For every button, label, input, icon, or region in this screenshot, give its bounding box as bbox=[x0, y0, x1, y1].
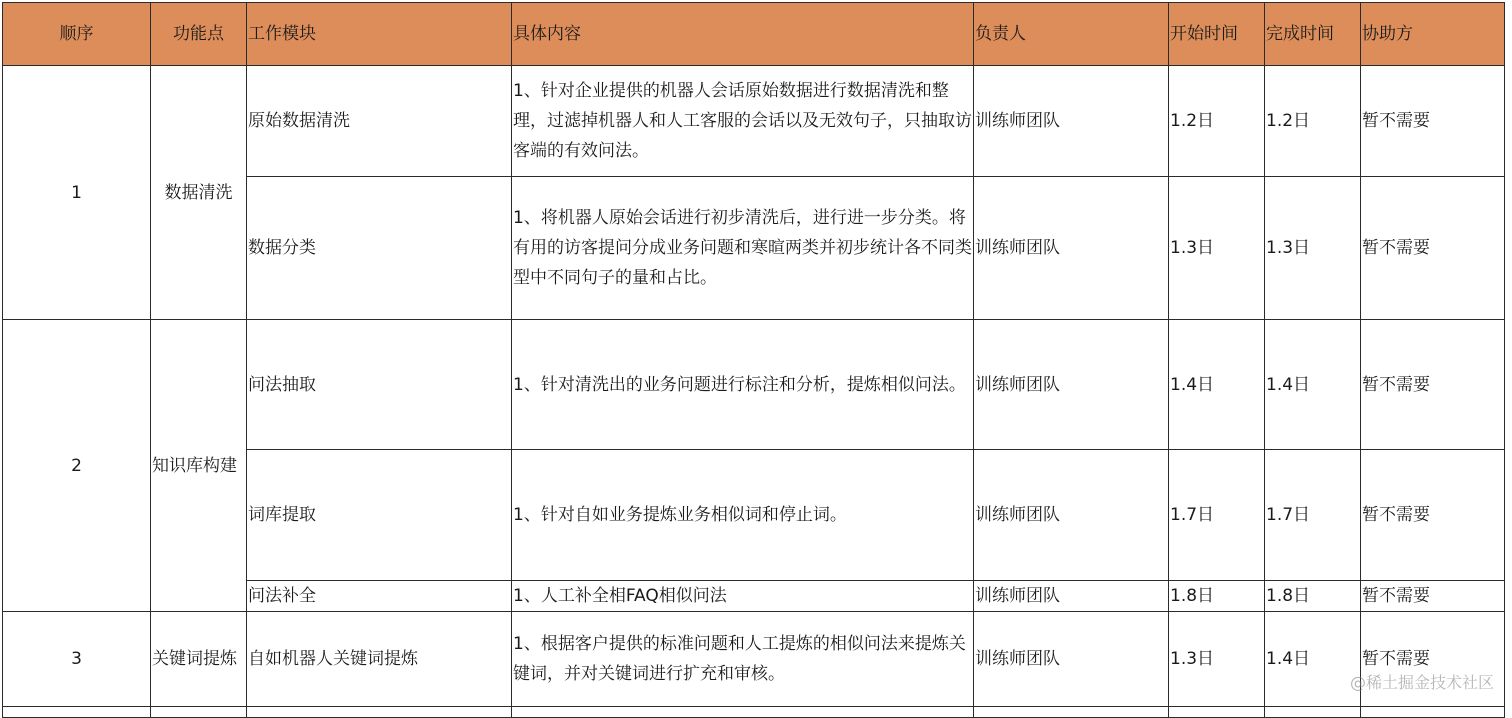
empty-cell bbox=[1169, 707, 1265, 718]
start-cell: 1.8日 bbox=[1169, 581, 1265, 612]
empty-cell bbox=[3, 707, 151, 718]
order-cell: 1 bbox=[3, 66, 151, 320]
header-assist: 协助方 bbox=[1361, 3, 1505, 66]
end-cell: 1.4日 bbox=[1265, 320, 1361, 450]
assist-cell: 暂不需要 bbox=[1361, 581, 1505, 612]
content-cell: 1、将机器人原始会话进行初步清洗后，进行进一步分类。将有用的访客提问分成业务问题和寒暄两类并初步统计各不同类型中不同句子的量和占比。 bbox=[512, 177, 974, 320]
module-cell: 问法抽取 bbox=[247, 320, 512, 450]
assist-cell: 暂不需要 bbox=[1361, 612, 1505, 707]
feature-cell: 知识库构建 bbox=[151, 320, 247, 612]
module-cell: 自如机器人关键词提炼 bbox=[247, 612, 512, 707]
empty-cell bbox=[1265, 707, 1361, 718]
header-feature: 功能点 bbox=[151, 3, 247, 66]
header-order: 顺序 bbox=[3, 3, 151, 66]
content-cell: 1、针对自如业务提炼业务相似词和停止词。 bbox=[512, 450, 974, 581]
assist-cell: 暂不需要 bbox=[1361, 66, 1505, 177]
content-cell: 1、根据客户提供的标准问题和人工提炼的相似问法来提炼关键词，并对关键词进行扩充和审核。 bbox=[512, 612, 974, 707]
header-row bbox=[3, 3, 1505, 66]
module-cell: 问法补全 bbox=[247, 581, 512, 612]
watermark: @稀土掘金技术社区 bbox=[1349, 673, 1494, 692]
start-cell: 1.2日 bbox=[1169, 66, 1265, 177]
module-cell: 原始数据清洗 bbox=[247, 66, 512, 177]
content-cell: 1、人工补全相FAQ相似问法 bbox=[512, 581, 974, 612]
empty-cell bbox=[151, 707, 247, 718]
header-module: 工作模块 bbox=[247, 3, 512, 66]
end-cell: 1.4日 bbox=[1265, 612, 1361, 707]
empty-cell bbox=[247, 707, 512, 718]
empty-cell bbox=[512, 707, 974, 718]
module-cell: 词库提取 bbox=[247, 450, 512, 581]
owner-cell: 训练师团队 bbox=[974, 177, 1169, 320]
assist-cell: 暂不需要 bbox=[1361, 320, 1505, 450]
owner-cell: 训练师团队 bbox=[974, 450, 1169, 581]
owner-cell: 训练师团队 bbox=[974, 66, 1169, 177]
header-owner: 负责人 bbox=[974, 3, 1169, 66]
end-cell: 1.2日 bbox=[1265, 66, 1361, 177]
start-cell: 1.3日 bbox=[1169, 612, 1265, 707]
header-content: 具体内容 bbox=[512, 3, 974, 66]
module-cell: 数据分类 bbox=[247, 177, 512, 320]
work-plan-table bbox=[2, 2, 1505, 718]
end-cell: 1.8日 bbox=[1265, 581, 1361, 612]
header-end: 完成时间 bbox=[1265, 3, 1361, 66]
order-cell: 2 bbox=[3, 320, 151, 612]
header-start: 开始时间 bbox=[1169, 3, 1265, 66]
content-cell: 1、针对企业提供的机器人会话原始数据进行数据清洗和整理，过滤掉机器人和人工客服的会话以及无效句子，只抽取访客端的有效问法。 bbox=[512, 66, 974, 177]
end-cell: 1.3日 bbox=[1265, 177, 1361, 320]
feature-cell: 关键词提炼 bbox=[151, 612, 247, 707]
start-cell: 1.3日 bbox=[1169, 177, 1265, 320]
owner-cell: 训练师团队 bbox=[974, 612, 1169, 707]
table-row bbox=[3, 612, 1505, 707]
assist-cell: 暂不需要 bbox=[1361, 450, 1505, 581]
assist-cell: 暂不需要 bbox=[1361, 177, 1505, 320]
start-cell: 1.4日 bbox=[1169, 320, 1265, 450]
table-row bbox=[3, 66, 1505, 177]
table-row-partial bbox=[3, 707, 1505, 718]
owner-cell: 训练师团队 bbox=[974, 320, 1169, 450]
order-cell: 3 bbox=[3, 612, 151, 707]
owner-cell: 训练师团队 bbox=[974, 581, 1169, 612]
end-cell: 1.7日 bbox=[1265, 450, 1361, 581]
empty-cell bbox=[974, 707, 1169, 718]
content-cell: 1、针对清洗出的业务问题进行标注和分析，提炼相似问法。 bbox=[512, 320, 974, 450]
table-row bbox=[3, 320, 1505, 450]
empty-cell bbox=[1361, 707, 1505, 718]
start-cell: 1.7日 bbox=[1169, 450, 1265, 581]
feature-cell: 数据清洗 bbox=[151, 66, 247, 320]
